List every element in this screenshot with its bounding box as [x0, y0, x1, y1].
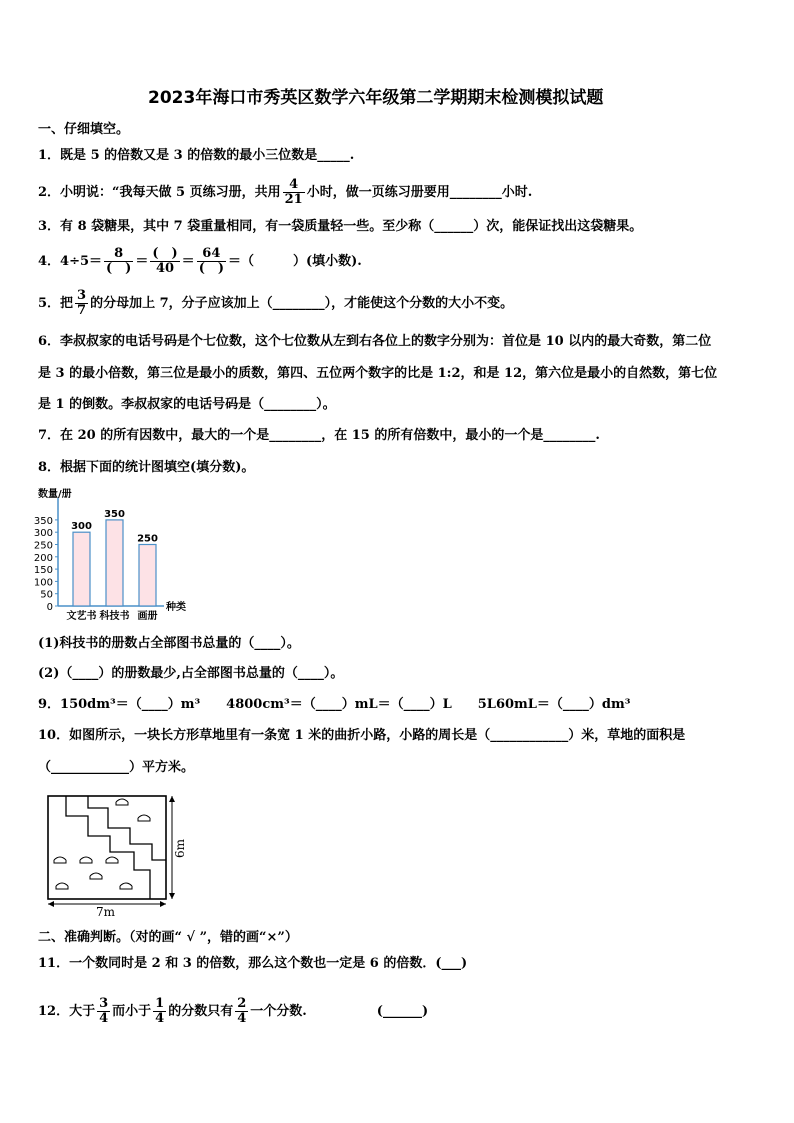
y-tick-label: 300 — [33, 528, 53, 540]
fraction: $\frac{2}{4}$ — [237, 996, 247, 1026]
x-category-label: 科技书 — [99, 611, 130, 622]
y-tick-label: 50 — [40, 589, 53, 601]
bar-data-label: 300 — [71, 521, 92, 533]
y-tick-label: 350 — [33, 515, 53, 527]
y-tick-label: 150 — [33, 565, 53, 577]
question-6-line-2: 是 3 的最小倍数，第三位是最小的质数，第四、五位两个数字的比是 1:2，和是 12，第六位是最小的自然数，第七位 — [38, 366, 718, 381]
x-axis-label: 种类 — [166, 602, 186, 613]
fraction: $\frac{3}{7}$ — [77, 288, 87, 318]
fraction: $\frac{64}{( )}$ — [198, 246, 224, 276]
question-2: 2．小明说：“我每天做 5 页练习册，共用 $\frac{4}{21}$ 小时，做一页练习册要用________小时. — [38, 177, 533, 207]
y-axis-label: 数量/册 — [38, 489, 72, 500]
question-10-line-1: 10．如图所示，一块长方形草地里有一条宽 1 米的曲折小路，小路的周长是（____________）米，草地的面积是 — [38, 728, 686, 743]
question-8-part-1: (1)科技书的册数占全部图书总量的（____）。 — [38, 636, 300, 651]
section-heading-fill: 一、仔细填空。 — [38, 122, 130, 137]
fraction: $\frac{1}{4}$ — [155, 996, 165, 1026]
bar-chart — [33, 484, 206, 624]
fraction: $\frac{4}{21}$ — [284, 177, 303, 207]
x-category-label: 画册 — [137, 611, 158, 622]
question-8-part-2: (2)（____）的册数最少,占全部图书总量的（____）。 — [38, 666, 344, 681]
bar-data-label: 350 — [104, 508, 125, 520]
fraction: $\frac{( )}{40}$ — [152, 246, 178, 276]
question-4: 4．4÷5＝ $\frac{8}{( )}$ ＝ $\frac{( )}{40}$ ＝ $\frac{64}{( )}$ ＝（ ）(填小数). — [38, 246, 362, 276]
page-title: 2023年海口市秀英区数学六年级第二学期期末检测模拟试题 — [148, 88, 604, 108]
fraction: $\frac{3}{4}$ — [99, 996, 109, 1026]
answer-blank: (______) — [376, 1004, 429, 1019]
y-tick-label: 0 — [46, 602, 53, 613]
question-3: 3．有 8 袋糖果，其中 7 袋重量相同，有一袋质量轻一些。至少称（______）次，能保证找出这袋糖果。 — [38, 219, 643, 234]
question-6-line-3: 是 1 的倒数。李叔叔家的电话号码是（________）。 — [38, 397, 336, 412]
question-10-line-2: （____________）平方米。 — [38, 760, 195, 775]
bar-data-label: 250 — [137, 533, 158, 545]
question-11: 11．一个数同时是 2 和 3 的倍数，那么这个数也一定是 6 的倍数．(___) — [38, 956, 468, 971]
lawn-path-diagram — [40, 790, 200, 920]
x-category-label: 文艺书 — [66, 611, 97, 622]
fraction: $\frac{8}{( )}$ — [106, 246, 132, 276]
question-5: 5．把 $\frac{3}{7}$ 的分母加上 7，分子应该加上（________），才能使这个分数的大小不变。 — [38, 288, 514, 318]
height-label: 6m — [173, 838, 187, 858]
question-12: 12．大于 $\frac{3}{4}$ 而小于 $\frac{1}{4}$ 的分数只有 $\frac{2}{4}$ 一个分数. (______) — [38, 996, 429, 1026]
bar — [139, 545, 156, 607]
question-8: 8．根据下面的统计图填空(填分数)。 — [38, 460, 255, 475]
bar — [106, 520, 123, 606]
question-1: 1．既是 5 的倍数又是 3 的倍数的最小三位数是_____. — [38, 148, 355, 163]
y-tick-label: 200 — [33, 552, 53, 564]
y-tick-label: 250 — [33, 540, 53, 552]
section-heading-judge: 二、准确判断。（对的画“ √ ”，错的画“×”） — [38, 930, 298, 945]
y-tick-label: 100 — [33, 577, 53, 589]
question-9: 9．150dm³＝（____）m³ 4800cm³＝（____）mL＝（____）L 5L60mL＝（____）dm³ — [38, 697, 631, 712]
bar — [73, 532, 90, 606]
question-7: 7．在 20 的所有因数中，最大的一个是________，在 15 的所有倍数中，最小的一个是________. — [38, 428, 600, 443]
width-label: 7m — [96, 905, 116, 919]
question-6-line-1: 6．李叔叔家的电话号码是个七位数，这个七位数从左到右各位上的数字分别为：首位是 10 以内的最大奇数，第二位 — [38, 334, 712, 349]
